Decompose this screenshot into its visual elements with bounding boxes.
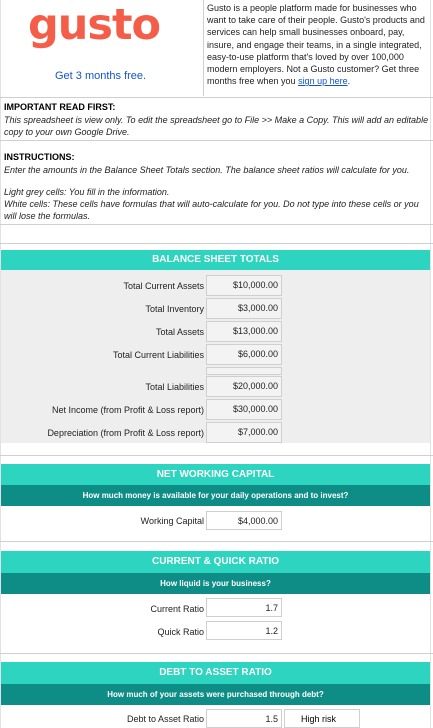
instructions-line-1: Enter the amounts in the Balance Sheet Totals section. The balance sheet ratios will calculate for you. [4,165,410,175]
spacer-cell [206,367,282,375]
quick-ratio-value: 1.2 [265,626,278,636]
working-capital-label: Working Capital [140,516,204,526]
row-divider [0,224,433,225]
total-assets-label: Total Assets [155,327,204,337]
row-divider [0,653,433,654]
total-current-liabilities-label: Total Current Liabilities [112,350,204,360]
row-divider [0,243,433,244]
grid-line [430,0,431,728]
total-inventory-value: $3,000.00 [237,303,278,313]
current-quick-subheader: How liquid is your business? [1,573,430,594]
debt-asset-ratio-value: 1.5 [265,714,278,724]
debt-asset-subheader: How much of your assets were purchased through debt? [1,684,430,705]
total-liabilities-input[interactable] [206,376,282,397]
depreciation-value: $7,000.00 [237,427,278,437]
about-text: Gusto is a people platform made for businesses who want to take care of their people. Gusto's products and services can help small businesses onboard, pay, insure, and engage their teams, in a single integrated, easy-to-use platform that's loved by over 100,000 modern employers. Not a Gusto customer? Get three months free when you [207,3,425,87]
quick-ratio-cell [206,621,282,640]
about-end: . [347,76,351,87]
total-assets-value: $13,000.00 [232,326,278,336]
current-ratio-cell [206,598,282,617]
row-divider [0,140,433,141]
row-divider [0,97,433,98]
instructions-heading: INSTRUCTIONS: [4,152,75,162]
depreciation-input[interactable] [206,422,282,443]
current-ratio-value: 1.7 [265,603,278,613]
header-divider [203,0,204,96]
total-current-assets-input[interactable] [206,275,282,296]
risk-level-cell [284,709,360,728]
promo-link[interactable]: Get 3 months free. [55,70,147,82]
net-income-label: Net Income (from Profit & Loss report) [51,405,204,415]
total-inventory-label: Total Inventory [145,304,204,314]
net-working-capital-header: NET WORKING CAPITAL [1,464,430,485]
total-liabilities-label: Total Liabilities [145,382,204,392]
working-capital-value: $4,000.00 [237,516,278,526]
debt-asset-ratio-cell [206,709,282,728]
total-current-assets-value: $10,000.00 [232,280,278,290]
risk-level-badge: High risk [301,714,337,724]
net-income-value: $30,000.00 [232,404,278,414]
about-gusto-text [207,2,430,87]
current-ratio-label: Current Ratio [150,604,204,614]
balance-sheet-header: BALANCE SHEET TOTALS [1,250,430,270]
net-working-capital-subheader: How much money is available for your daily operations and to invest? [1,485,430,506]
debt-asset-ratio-label: Debt to Asset Ratio [126,714,204,724]
gusto-logo: gusto [28,0,161,50]
notice-heading: IMPORTANT READ FIRST: [4,102,116,112]
quick-ratio-label: Quick Ratio [157,627,204,637]
working-capital-cell [206,511,282,530]
debt-asset-header: DEBT TO ASSET RATIO [1,662,430,684]
total-current-assets-label: Total Current Assets [123,281,204,291]
row-divider [0,541,433,542]
total-current-liabilities-input[interactable] [206,344,282,365]
depreciation-label: Depreciation (from Profit & Loss report) [47,428,204,438]
instructions-line-3: White cells: These cells have formulas that will auto-calculate for you. Do not type into these cells or you will lose the formulas. [4,199,419,221]
sign-up-link[interactable]: sign up here [298,76,348,87]
instructions-line-2: Light grey cells: You fill in the information. [4,187,170,197]
total-liabilities-value: $20,000.00 [232,381,278,391]
current-quick-header: CURRENT & QUICK RATIO [1,551,430,573]
total-inventory-input[interactable] [206,298,282,319]
row-divider [0,455,433,456]
total-current-liabilities-value: $6,000.00 [237,349,278,359]
net-income-input[interactable] [206,399,282,420]
notice-text: This spreadsheet is view only. To edit the spreadsheet go to File >> Make a Copy. This will add an editable copy to your own Google Drive. [4,115,429,137]
total-assets-input[interactable] [206,321,282,342]
